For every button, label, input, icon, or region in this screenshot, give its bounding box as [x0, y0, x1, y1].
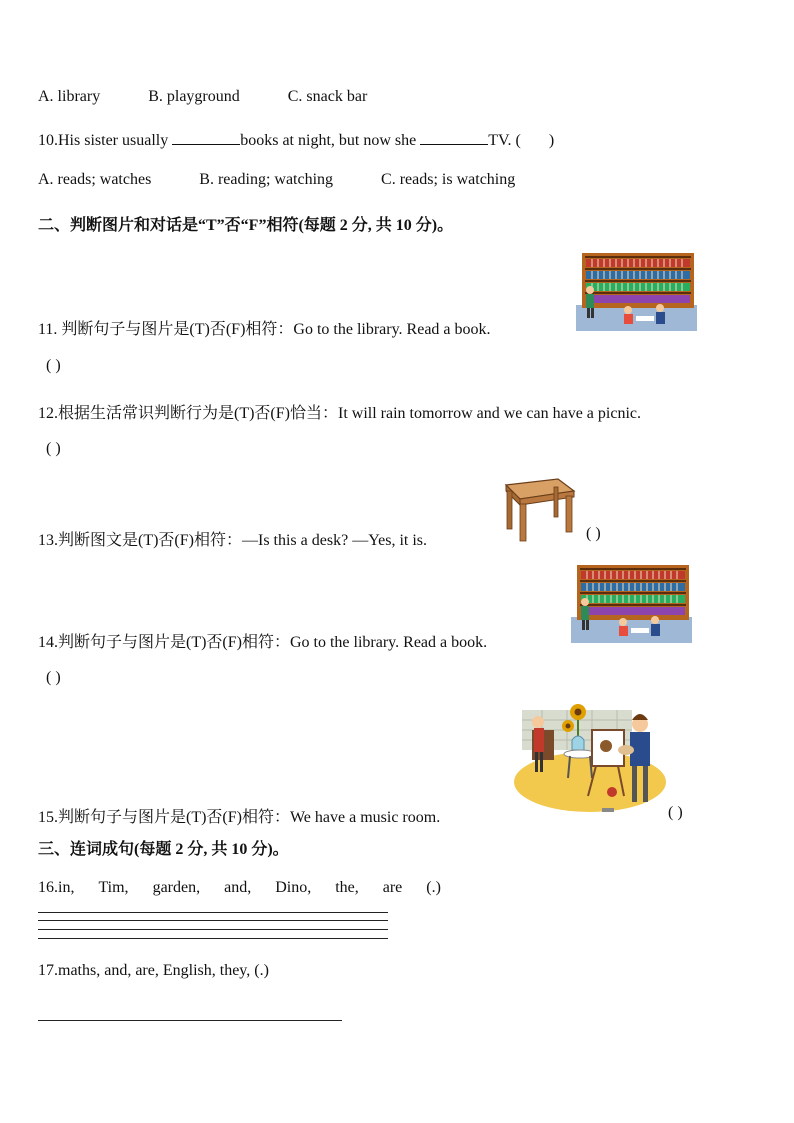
q16-word: Tim,: [98, 879, 129, 896]
q17-writing-line[interactable]: [38, 1020, 342, 1021]
q16-writing-line[interactable]: [38, 938, 388, 939]
q13-answer-parens[interactable]: ( ): [586, 525, 601, 542]
q14-stem: 14.判断句子与图片是(T)否(F)相符：Go to the library. Read a book.: [38, 634, 488, 651]
q9-option-c: C. snack bar: [287, 88, 368, 105]
q16-writing-line[interactable]: [38, 920, 388, 921]
library-illustration-2: [571, 562, 692, 643]
desk-illustration: [500, 477, 576, 542]
painting-class-illustration: [512, 700, 668, 818]
q16-word: Dino,: [275, 879, 312, 896]
q9-option-a: A. library: [38, 88, 101, 105]
q10-stem: 10.His sister usually books at night, but now she TV. ( ): [38, 132, 555, 149]
q9-option-b: B. playground: [148, 88, 240, 105]
q12-stem: 12.根据生活常识判断行为是(T)否(F)恰当：It will rain tomorrow and we can have a picnic.: [38, 405, 641, 422]
q16-writing-line[interactable]: [38, 929, 388, 930]
q10-option-a: A. reads; watches: [38, 171, 152, 188]
q9-options: [38, 88, 367, 106]
q16-word: 16.in,: [38, 879, 75, 896]
q10-option-b: B. reading; watching: [199, 171, 334, 188]
q16-word: (.): [426, 879, 441, 896]
q16-writing-line[interactable]: [38, 912, 388, 913]
q11-answer-parens[interactable]: ( ): [46, 357, 61, 374]
q16-word: garden,: [152, 879, 201, 896]
q16-word: are: [382, 879, 403, 896]
q16-word: the,: [335, 879, 359, 896]
q16-word: and,: [224, 879, 252, 896]
section-3-title: 三、连词成句(每题 2 分, 共 10 分)。: [38, 841, 289, 858]
q16-words: [38, 879, 441, 897]
q10-blank-2[interactable]: [420, 130, 488, 145]
q15-stem: 15.判断句子与图片是(T)否(F)相符：We have a music room.: [38, 809, 441, 826]
q13-stem: 13.判断图文是(T)否(F)相符：—Is this a desk? —Yes, it is.: [38, 532, 428, 549]
section-2-title: 二、判断图片和对话是“T”否“F”相符(每题 2 分, 共 10 分)。: [38, 217, 454, 234]
q14-answer-parens[interactable]: ( ): [46, 669, 61, 686]
q15-answer-parens[interactable]: ( ): [668, 804, 683, 821]
q17-words: 17.maths, and, are, English, they, (.): [38, 962, 269, 979]
q10-blank-1[interactable]: [172, 130, 240, 145]
q10-options: [38, 171, 515, 189]
library-illustration-1: [576, 250, 697, 331]
q11-stem: 11. 判断句子与图片是(T)否(F)相符：Go to the library. Read a book.: [38, 321, 491, 338]
q10-option-c: C. reads; is watching: [381, 171, 516, 188]
q12-answer-parens[interactable]: ( ): [46, 440, 61, 457]
